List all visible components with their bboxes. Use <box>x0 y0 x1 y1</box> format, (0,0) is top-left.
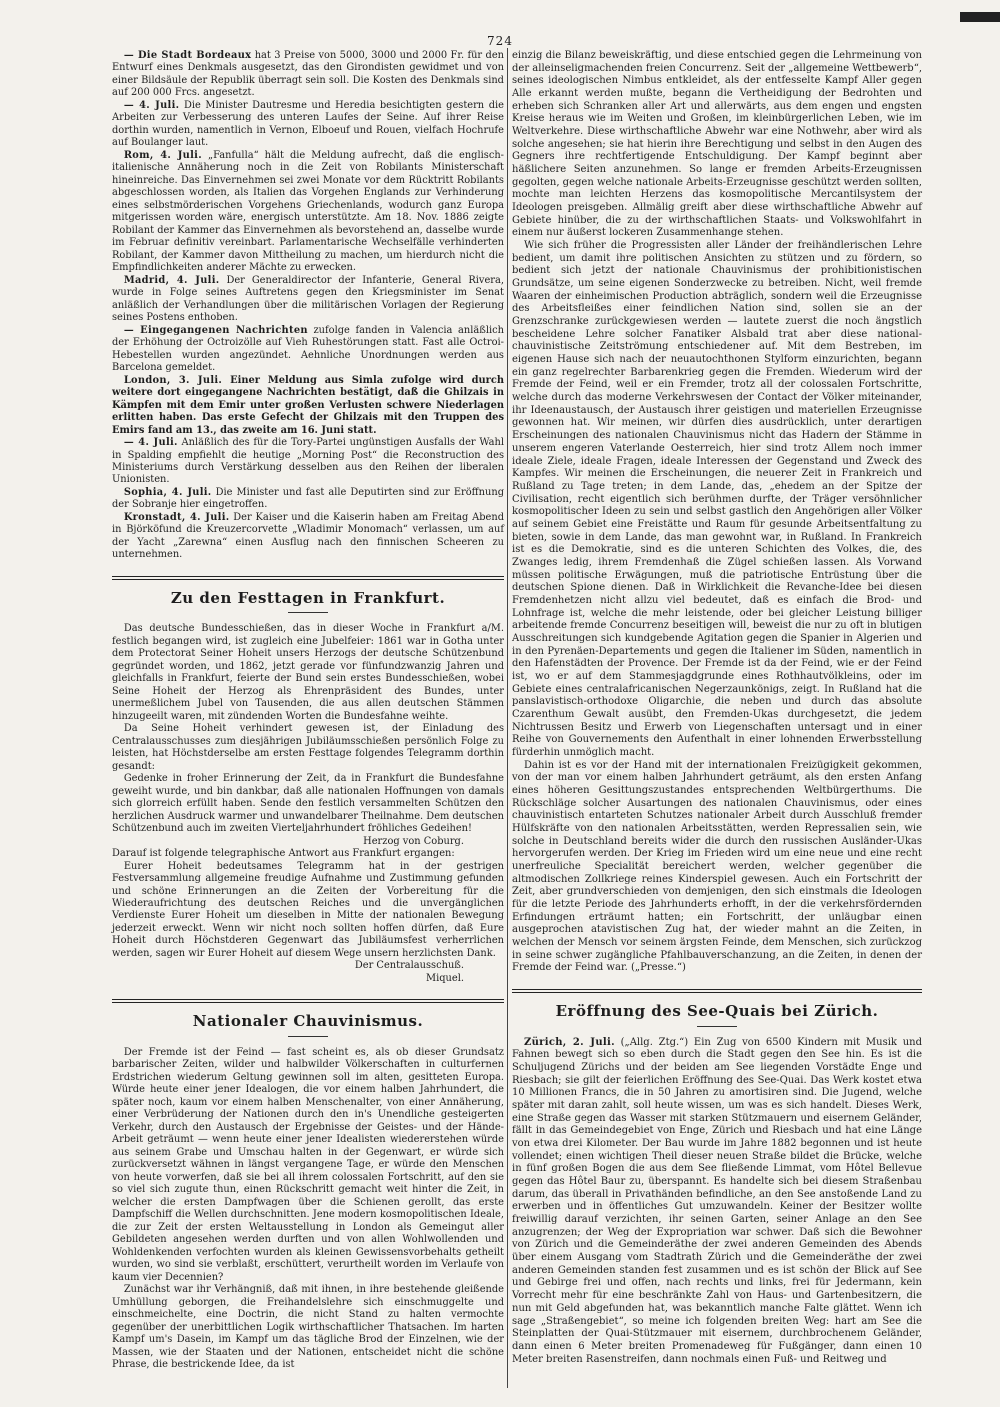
news-item <box>112 487 504 512</box>
chauvinism-continued: einzig die Bilanz beweiskräftig, und diese entschied gegen die Lehrmeinung von der alleinseligmachenden freien Concurrenz. Seit der „allgemeine Wettbewerb“, seines ideologischen Nimbus entkleidet, als der entfesselte Kampf Aller gegen Alle erkannt werden mußte, begann die Vertheidigung der Bedrohten und erheben sich Schranken aller Art und allerwärts, aus dem engen und engsten Kreise heraus wie im Weiten und Großen, im kleinbürgerlichen Leben, wie im Weltverkehre. Diese wirthschaftliche Abwehr war eine Nothwehr, aber wird als solche angesehen; sie hat hierin ihre Berechtigung und selbst in den Augen des Gegners ihre rechtfertigende Entschuldigung. Der Kampf beginnt aber häßlichere Seiten anzunehmen. So lange er fremden Arbeits-Erzeugnissen gegolten, gegen welche nationale Arbeits-Erzeugnisse geschützt werden sollten, mochte man leichten Herzens das kosmopolitische Mercantilsystem der Ideologen preisgeben. Allmälig greift aber diese wirthschaftliche Abwehr auf Gebiete hinüber, die zu der wirthschaftlichen Staats- und Volkswohlfahrt in einem nur äußerst lockeren Zusammenhange stehen. <box>512 50 922 239</box>
telegram-quote: Eurer Hoheit bedeutsames Telegramm hat in der gestrigen Festversammlung allgemeine freudige Aufnahme und Zustimmung gefunden und schöne Erinnerungen an die Zeiten der Vorbereitung für die Wiederaufrichtung des deutschen Reiches und die unvergänglichen Verdienste Eurer Hoheit um dieselben in Mitte der nationalen Bewegung jederzeit erweckt. Wenn wir nicht noch sollten hoffen dürfen, daß Eure Hoheit durch Höchstderen Gegenwart das Jubiläumsfest verherrlichen werden, sagen wir Eurer Hoheit auf diesem Wege unsern herzlichsten Dank. <box>112 860 504 959</box>
section-divider <box>512 989 922 993</box>
frankfurt-heading: Zu den Festtagen in Frankfurt. <box>170 588 446 607</box>
column-divider <box>507 48 508 1388</box>
news-text: zufolge fanden in Valencia anläßlich der Erhöhung der Octroizölle auf Vieh Ruhestörungen statt. Fast alle Octroi-Hebestellen wurden angezündet. Aehnliche Unordnungen werden aus Barcelona gemeldet. <box>112 324 504 374</box>
news-item <box>112 100 504 150</box>
chauvinism-continued: Wie sich früher die Progressisten aller Länder der freihändlerischen Lehre bedient, um damit ihre politischen Ansichten zu stützen und zu fördern, so bedient sich jetzt der nationale Chauvinismus der prohibitionistischen Grundsätze, um seine eigenen Sonderzwecke zu betreiben. Nicht, weil fremde Waaren der einheimischen Production abträglich, sondern weil die Erzeugnisse des Arbeitsfleißes einer feindlichen Nation sind, sollen sie an der Grenzschranke zurückgewiesen werden — lautete zuerst die noch ängstlich bescheidene Lehre solcher Fanatiker Alsbald trat aber diese national-chauvinistische Zeitströmung entschiedener auf. Mit dem Bestreben, im eigenen Hause sich nach der neuautochthonen Stylform einzurichten, begann ein ganz regelrechter Barbarenkrieg gegen die Fremden. Wiederum wird der Fremde der Feind, weil er ein Fremder, trotz all der colossalen Fortschritte, welche durch das moderne Verkehrswesen der Contact der Völker miteinander, ihr Ideenaustausch, der Austausch ihrer geistigen und materiellen Erzeugnisse gewonnen hat. Wir meinen, wir dürfen dies ausdrücklich, unter derartigen Erscheinungen des nationalen Chauvinismus nicht das Hadern der Stämme in unserem engeren Vaterlande Oesterreich, hier sind trotz Allem noch immer ideale Ziele, ideale Fragen, ideale Interessen der Gegenstand und Zweck des Kampfes. Wir meinen die Erscheinungen, die neuerer Zeit in Frankreich und Rußland zu Tage treten; in dem Lande, das, „ehedem an der Spitze der Civilisation, recht eigentlich sich berühmen durfte, der Träger versöhnlicher kosmopolitischer Ideen zu sein und selbst gastlich den Angehörigen aller Völker auf seinem Gebiet eine Freistätte und Raum für gesunde Arbeitsentfaltung zu bieten, sowie in dem Lande, das man gewohnt war, in Rußland. In Frankreich ist es die Demokratie, sind es die unteren Schichten des Volkes, die, des Zwanges ledig, ihrem Fremdenhaß die Zügel schießen lassen. Als Vorwand müssen politische Erwägungen, muß die patriotische Entrüstung über die deutschen Spione dienen. Daß in Wirklichkeit die Revanche-Idee bei diesen Fremdenhetzen nicht allzu viel bedeutet, daß es einfach die Brod- und Lohnfrage ist, welche die mehr leistende, oder bei gleicher Leistung billiger arbeitende fremde Concurrenz beseitigen will, beweist die nur zu oft in blutigen Ausschreitungen sich kundgebende Agitation gegen die Spanier in Algerien und in den Pyrenäen-Departements und gegen die Italiener im Süden, namentlich in den Hafenstädten der Provence. Der Fremde ist da der Feind, wie er der Feind ist, wo er auf dem Stammesjagdgrunde eines Rothhautvölkleins, oder im Gebiete eines centralafricanischen Negerzaunkönigs, zeigt. In Rußland hat die panslavistisch-orthodoxe Oligarchie, die neben und durch das absolute Czarenthum Gewalt ausübt, den Fremden-Ukas durchgesetzt, die jedem Nichtrussen Besitz und Erwerb von Liegenschaften untersagt und in einer Reihe von Gouvernements den Aufenthalt in einer lohnenden Erwerbsstellung fürderhin unmöglich macht. <box>512 240 922 758</box>
left-column <box>112 50 504 1371</box>
signature: Miquel. <box>426 972 464 984</box>
news-dateline: Kronstadt, 4. Juli. <box>123 511 230 523</box>
news-dateline: — Die Stadt Bordeaux <box>123 50 252 61</box>
news-item <box>112 375 504 437</box>
right-column <box>512 50 922 1366</box>
chauvinism-continued: Dahin ist es vor der Hand mit der internationalen Freizügigkeit gekommen, von der man vor einem halben Jahrhundert geträumt, als den ersten Anfang eines höheren Gesittungszustandes entsprechenden Weltbürgerthums. Die Rückschläge solcher Ausartungen des nationalen Chauvinismus, oder eines chauvinistisch entarteten Schutzes nationaler Arbeit durch Ausschluß fremder Hülfskräfte von den nationalen Arbeitsstätten, werden Repressalien sein, wie solche in Deutschland bereits wider die durch den russischen Ausländer-Ukas hervorgerufen werden. Der Krieg im Frieden wird um eine neue und eine recht unerfreuliche Specialität bereichert werden, welcher gegenüber die altmodischen Zollkriege reines Kinderspiel gewesen. Auch ein Fortschritt der Zeit, aber grundverschieden von demjenigen, den sich einstmals die Ideologen für die letzte Periode des Jahrhunderts erhofft, in der die verkehrsfördernden Erfindungen erträumt hatten; ein Fortschritt, der unläugbar einen ausgeprochen atavistischen Zug hat, der wieder mahnt an die Zeiten, in welchen der Mensch vor seinem ärgsten Feinde, dem Menschen, sich zurückzog in seine schwer zugängliche Pfahlbauverschanzung, an die Zeiten, in denen der Fremde der Feind war. („Presse.“) <box>512 759 922 974</box>
heading-underline <box>697 1026 737 1027</box>
news-list <box>112 50 504 562</box>
heading-underline <box>288 612 328 613</box>
signature: Der Centralausschuß. <box>354 960 464 972</box>
news-dateline: — 4. Juli. <box>123 99 180 111</box>
news-text: Anläßlich des für die Tory-Partei ungünstigen Ausfalls der Wahl in Spalding empfiehlt die heutige „Morning Post“ die Reconstruction des Ministeriums durch Verstärkung desselben aus den Reihen der liberalen Unionisten. <box>112 437 504 486</box>
news-item <box>112 325 504 375</box>
chauvinism-paragraph: Der Fremde ist der Feind — fast scheint es, als ob dieser Grundsatz barbarischer Zeiten, wilder und halbwilder Völkerschaften in culturfernen Erdstrichen wiederum Geltung gewinnen soll im alten, gesitteten Europa. Würde heute einer jener Idealogen, die vor einem halben Jahrhundert, die später noch, kaum vor einem halben Menschenalter, von einer Annäherung, einer Verbrüderung der Nationen durch den in's Unendliche gesteigerten Verkehr, durch den Austausch der Ergebnisse der Geistes- und der Hände-Arbeit geträumt — wenn heute einer jener Idealisten wiedererstehen würde aus seinem Grabe und Umschau halten in der Gegenwart, er würde sich zurückversetzt wähnen in längst vergangene Tage, er würde den Menschen von heute vorwerfen, daß sie bei all ihrem colossalen Fortschritt, auf den sie so viel sich zugute thun, einen Rückschritt gemacht weit hinter die Zeit, in welcher die ersten Dampfwagen über die Schienen gerollt, das erste Dampfschiff die Wellen durchschnitten. Jene modern kosmopolitischen Ideale, die zur Zeit der ersten Weltausstellung in London als Gemeingut aller Gebildeten angesehen werden durften und von allen Wohlwollenden und Wohldenkenden verfochten wurden als kleinen Gewissensvorbehalts getheilt wurden, wo sind sie verblaßt, erschüttert, verurtheilt worden im Verlaufe von kaum vier Decennien? <box>112 1046 504 1283</box>
news-text: Die Minister Dautresme und Heredia besichtigten gestern die Arbeiten zur Verbesserung des unteren Laufes der Seine. Auf ihrer Reise dorthin wurden, namentlich in Vernon, Elboeuf und Rouen, vielfach Hochrufe auf Boulanger laut. <box>112 99 504 149</box>
news-text: Der Generaldirector der Infanterie, General Rivera, wurde in Folge seines Auftretens gegen den Kriegsminister im Senat anläßlich der Verhandlungen über die militärischen Vorlagen der Regierung seines Postens enthoben. <box>112 274 504 324</box>
news-dateline: Rom, 4. Juli. <box>123 149 202 161</box>
news-text: Einer Meldung aus Simla zufolge wird durch weitere dort eingegangene Nachrichten bestätigt, daß die Ghilzais in Kämpfen mit dem Emir unter großen Verlusten schwere Niederlagen erlitten haben. Das erste Gefecht der Ghilzais mit den Truppen des Emirs fand am 13., das zweite am 16. Juni statt. <box>112 374 504 436</box>
news-item <box>112 437 504 487</box>
quai-text: („Allg. Ztg.“) Ein Zug von 6500 Kindern mit Musik und Fahnen bewegt sich so eben durch die Stadt gegen den See hin. Es ist die Schuljugend Zürichs und der beiden am See liegenden Vorstädte Enge und Riesbach; sie gilt der feierlichen Eröffnung des See-Quai. Das Werk kostet etwa 10 Millionen Francs, die in 50 Jahren zu amortisiren sind. Die Jugend, welche später mit daran zahlt, soll heute wissen, um was es sich handelt. Dieses Werk, eine Straße gegen das Wasser mit starken Stützmauern und eisernem Geländer, fällt in das Gemeindegebiet von Enge, Zürich und Riesbach und hat eine Länge von etwa drei Kilometer. Der Bau wurde im Jahre 1882 begonnen und ist heute vollendet; einen wichtigen Theil dieser neuen Straße bildet die Brücke, welche in fünf großen Bogen die aus dem See fließende Limmat, vom Hôtel Bellevue gegen das Hôtel Baur zu, überspannt. Es handelte sich bei diesem Straßenbau darum, das überall in Privathänden befindliche, an den See anstoßende Land zu erwerben und in öffentliches Gut umzuwandeln. Keiner der Besitzer wollte freiwillig darauf verzichten, ihr seinen Garten, seiner Anlage an den See anzugrenzen; der Weg der Expropriation war schwer. Daß sich die Bewohner von Zürich und die Gemeinderäthe der zwei anderen Gemeinden des Abends über einem Ausgang vom Stadtrath Zürich und die Gemeinderäthe der zwei anderen Gemeinden standen fest zusammen und es ist schön der Blick auf See und Gebirge frei und offen, nach rechts und links, frei für Jedermann, kein Vorrecht mehr für eine beschränkte Zahl von Haus- und Gartenbesitzern, die nun mit Geld abgefunden hat, was bekanntlich manche Falte glättet. Wenn ich sage „Straßengebiet“, so meine ich folgenden breiten Weg: hart am See die Steinplatten der Quai-Stützmauer mit eisernem, durchbrochenem Geländer, dann einen 6 Meter breiten Promenadeweg für Fußgänger, dann einen 10 Meter breiten Rasenstreifen, dann nochmals einen Fuß- und Reitweg und <box>512 1036 923 1365</box>
news-item <box>112 275 504 325</box>
news-text: hat 3 Preise von 5000, 3000 und 2000 Fr. für den Entwurf eines Denkmals ausgesetzt, das den Girondisten gewidmet und von einer Bildsäule der Republik überragt sein soll. Die Kosten des Denkmals sind auf 200 000 Frcs. angesetzt. <box>112 50 504 99</box>
news-dateline: Sophia, 4. Juli. <box>123 486 212 498</box>
news-dateline: — Eingegangenen Nachrichten <box>123 324 308 336</box>
news-dateline: London, 3. Juli. <box>123 374 223 386</box>
chauvinism-heading: Nationaler Chauvinismus. <box>192 1012 424 1031</box>
quai-heading: Eröffnung des See-Quais bei Zürich. <box>555 1002 879 1021</box>
frankfurt-paragraph: Darauf ist folgende telegraphische Antwort aus Frankfurt ergangen: <box>112 848 455 860</box>
section-divider <box>112 576 504 580</box>
quai-paragraph <box>512 1037 922 1366</box>
news-text: Die Minister und fast alle Deputirten sind zur Eröffnung der Sobranje hier eingetroffen. <box>112 486 504 511</box>
telegram-quote: Gedenke in froher Erinnerung der Zeit, da in Frankfurt die Bundesfahne geweiht wurde, und bin dankbar, daß alle nationalen Hoffnungen von damals sich glorreich erfüllt haben. Sende den festlich versammelten Schützen den herzlichen Ausdruck warmer und unwandelbarer Theilnahme. Dem deutschen Schützenbund auch im zweiten Vierteljahrhundert fröhliches Gedeihen! <box>112 773 504 835</box>
news-item <box>112 512 504 562</box>
signature: Herzog von Coburg. <box>363 835 464 847</box>
heading-underline <box>288 1036 328 1037</box>
news-dateline: Madrid, 4. Juli. <box>123 274 220 286</box>
news-item <box>112 150 504 275</box>
news-text: Der Kaiser und die Kaiserin haben am Freitag Abend in Björköfund die Kreuzercorvette „Wladimir Monomach“ verlassen, um auf der Yacht „Zarewna“ einen Ausflug nach den finnischen Scheeren zu unternehmen. <box>112 511 505 561</box>
corner-scan-mark <box>960 12 1000 22</box>
news-item <box>112 50 504 100</box>
chauvinism-paragraph: Zunächst war ihr Verhängniß, daß mit ihnen, in ihre bestehende gleißende Umhüllung geborgen, die Freihandelslehre sich einschmuggelte und einschmeichelte, eine Doctrin, die nicht Stand zu halten vermochte gegenüber der unerbittlichen Logik wirthschaftlicher Thatsachen. Im harten Kampf um's Dasein, im Kampf um das tägliche Brod der Einzelnen, wie der Massen, wie der Staaten und der Nationen, entscheidet nicht die schöne Phrase, die bestrickende Idee, da ist <box>112 1284 504 1370</box>
news-dateline: — 4. Juli. <box>123 437 178 449</box>
frankfurt-paragraph: Das deutsche Bundesschießen, das in dieser Woche in Frankfurt a/M. festlich begangen wird, ist zugleich eine Jubelfeier: 1861 war in Gotha unter dem Protectorat Seiner Hoheit unsers Herzogs der deutsche Schützenbund gegründet worden, und 1862, jetzt gerade vor fünfundzwanzig Jahren und gleichfalls in Frankfurt, feierte der Bund sein erstes Bundesschießen, wobei Seine Hoheit der Herzog als Ehrenpräsident des Bundes, unter unermeßlichem Jubel von Tausenden, die aus allen deutschen Stämmen hinzugeeilt waren, mit zündenden Worten die Bundesfahne weihte. <box>112 623 504 722</box>
frankfurt-paragraph: Da Seine Hoheit verhindert gewesen ist, der Einladung des Centralausschusses zum diesjährigen Jubiläumsschießen persönlich Folge zu leisten, hat Höchstderselbe am ersten Festtage folgendes Telegramm dorthin gesandt: <box>112 723 504 772</box>
news-text: „Fanfulla“ hält die Meldung aufrecht, daß die englisch-italienische Annäherung noch in die Zeit von Robilants Ministerschaft hineinreiche. Das Einvernehmen sei zwei Monate vor dem Rücktritt Robilants abgeschlossen worden, als Italien das Vorgehen Englands zur Verhinderung eines selbstmörderischen Vorgehens Griechenlands, wodurch ganz Europa mitgerissen worden wäre, energisch unterstützte. Am 18. Nov. 1886 zeigte Robilant der Kammer das Einvernehmen als bevorstehend an, dasselbe wurde im Februar definitiv vereinbart. Parlamentarische Wechselfälle verhinderten Robilant, der Kammer davon Mittheilung zu machen, um hierdurch nicht die Empfindlichkeiten anderer Mächte zu erwecken. <box>112 149 505 274</box>
page-number: 724 <box>487 34 513 48</box>
section-divider <box>112 999 504 1003</box>
dateline: Zürich, 2. Juli. <box>524 1036 615 1048</box>
